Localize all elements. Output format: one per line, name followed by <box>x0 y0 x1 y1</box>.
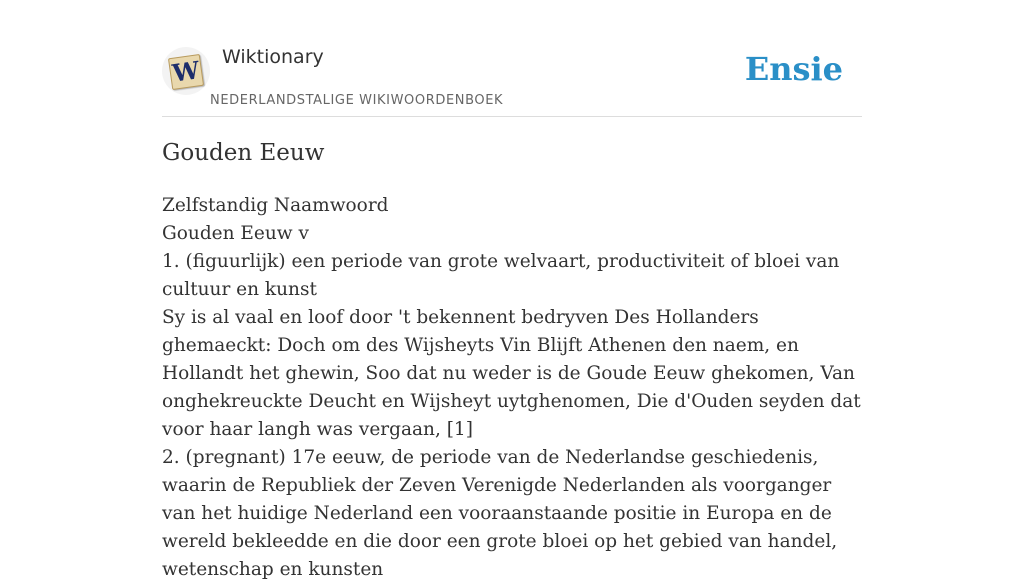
definition-1: 1. (figuurlijk) een periode van grote welvaart, productiviteit of bloei van cultuur en kunst <box>162 251 840 300</box>
ensie-brand-link[interactable]: Ensie <box>744 50 843 88</box>
example-quote: Sy is al vaal en loof door 't bekennent bedryven Des Hollanders ghemaeckt: Doch om des Wijsheyts Vin Blijft Athenen den naem, en Hollandt het ghewin, Soo dat nu weder is de Goude Eeuw ghekomen, Van onghekreuckte Deucht en Wijsheyt uytghenomen, Die d'Ouden seyden dat voor haar langh was vergaan, [1] <box>162 307 861 440</box>
site-header <box>162 0 862 117</box>
page-title: Gouden Eeuw <box>162 140 325 166</box>
headword: Gouden Eeuw v <box>162 223 309 244</box>
definition-2: 2. (pregnant) 17e eeuw, de periode van de Nederlandse geschiedenis, waarin de Republiek der Zeven Verenigde Nederlanden als voorganger van het huidige Nederland een vooraanstaande positie in Europa en de wereld bekleedde en die door een grote bloei op het gebied van handel, wetenschap en kunsten <box>162 447 838 580</box>
site-name[interactable]: Wiktionary <box>222 46 324 68</box>
logo-letter: W <box>170 55 202 88</box>
logo-tile-icon <box>168 54 204 90</box>
wiktionary-logo[interactable] <box>162 47 210 95</box>
site-subtitle: NEDERLANDSTALIGE WIKIWOORDENBOEK <box>210 93 504 108</box>
entry-content <box>162 192 864 584</box>
part-of-speech: Zelfstandig Naamwoord <box>162 195 389 216</box>
